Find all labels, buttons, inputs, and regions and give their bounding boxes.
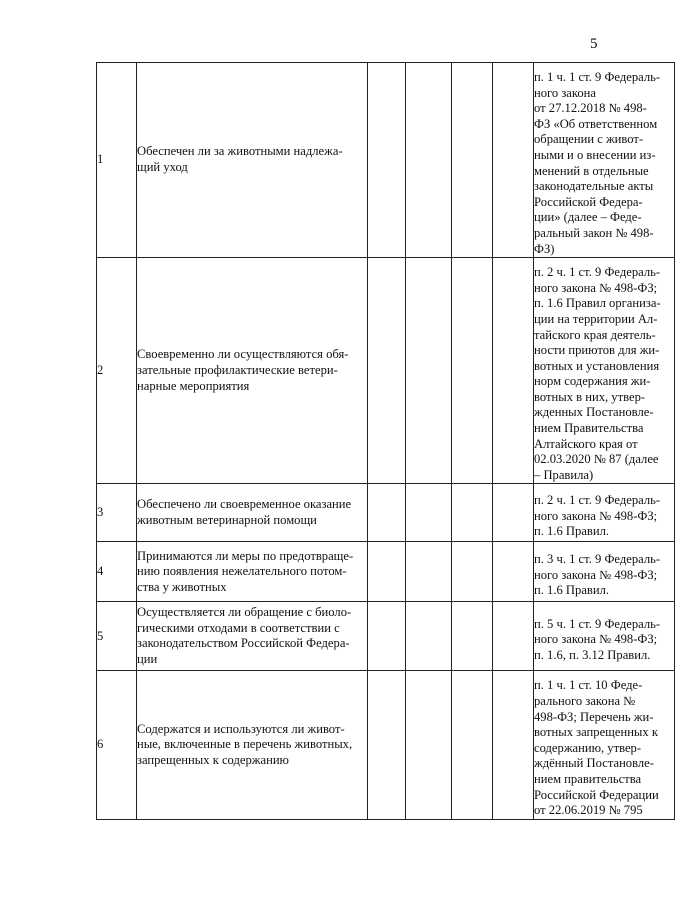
answer-yes-cell[interactable] [368, 258, 406, 484]
note-cell[interactable] [493, 63, 534, 258]
table-row [97, 63, 675, 258]
answer-na-cell[interactable] [452, 63, 493, 258]
answer-no-cell[interactable] [406, 602, 452, 671]
question-cell [137, 542, 368, 602]
reference-cell [534, 484, 675, 542]
reference-cell [534, 542, 675, 602]
answer-na-cell[interactable] [452, 542, 493, 602]
reference-text: п. 2 ч. 1 ст. 9 Федераль- ного закона № 498-ФЗ; п. 1.6 Правил организа- ции на территории Ал- тайского края деятель- ности приютов для жи- вотных и установления норм содержания жи- вотных в них, утвер- жденных Постановле- нием Правительства Алтайского края от 02.03.2020 № 87 (далее – Правила) [534, 265, 661, 482]
question-cell [137, 258, 368, 484]
row-number: 5 [97, 602, 137, 671]
question-text: Принимаются ли меры по предотвраще- нию появления нежелательного потом- ства у животных [137, 548, 354, 594]
answer-yes-cell[interactable] [368, 542, 406, 602]
table-row [97, 602, 675, 671]
row-number: 1 [97, 63, 137, 258]
answer-no-cell[interactable] [406, 484, 452, 542]
note-cell[interactable] [493, 602, 534, 671]
answer-yes-cell[interactable] [368, 671, 406, 819]
note-cell[interactable] [493, 258, 534, 484]
question-text: Осуществляется ли обращение с биоло- гическими отходами в соответствии с законодательством Российской Федера- ции [137, 605, 352, 667]
question-text: Обеспечен ли за животными надлежа- щий уход [137, 144, 343, 175]
answer-no-cell[interactable] [406, 63, 452, 258]
question-text: Содержатся и используются ли живот- ные, включенные в перечень животных, запрещенных к содержанию [137, 721, 353, 767]
question-text: Своевременно ли осуществляются обя- зательные профилактические ветери- нарные мероприятия [137, 347, 349, 393]
reference-text: п. 2 ч. 1 ст. 9 Федераль- ного закона № 498-ФЗ; п. 1.6 Правил. [534, 493, 661, 539]
question-cell [137, 671, 368, 819]
table-row [97, 671, 675, 819]
row-number: 2 [97, 258, 137, 484]
answer-yes-cell[interactable] [368, 484, 406, 542]
answer-na-cell[interactable] [452, 671, 493, 819]
row-number: 4 [97, 542, 137, 602]
row-number: 6 [97, 671, 137, 819]
reference-text: п. 5 ч. 1 ст. 9 Федераль- ного закона № 498-ФЗ; п. 1.6, п. 3.12 Правил. [534, 616, 661, 662]
reference-text: п. 3 ч. 1 ст. 9 Федераль- ного закона № 498-ФЗ; п. 1.6 Правил. [534, 552, 661, 598]
reference-text: п. 1 ч. 1 ст. 9 Федераль- ного закона от 27.12.2018 № 498- ФЗ «Об ответственном обращении с живот- ными и о внесении из- менений в отдельные законодательные акты Российской Федера- ции» (далее – Феде- ральный закон № 498- ФЗ) [534, 70, 661, 256]
question-text: Обеспечено ли своевременное оказание животным ветеринарной помощи [137, 497, 352, 527]
table-row [97, 258, 675, 484]
reference-cell [534, 258, 675, 484]
question-cell [137, 602, 368, 671]
reference-text: п. 1 ч. 1 ст. 10 Феде- рального закона № 498-ФЗ; Перечень жи- вотных запрещенных к содержанию, утвер- ждённый Постановле- нием правительства Российской Федерации от 22.06.2019 № 795 [534, 678, 659, 818]
page-number: 5 [590, 36, 598, 52]
row-number: 3 [97, 484, 137, 542]
question-cell [137, 484, 368, 542]
answer-yes-cell[interactable] [368, 63, 406, 258]
answer-na-cell[interactable] [452, 484, 493, 542]
reference-cell [534, 671, 675, 819]
note-cell[interactable] [493, 542, 534, 602]
note-cell[interactable] [493, 484, 534, 542]
answer-yes-cell[interactable] [368, 602, 406, 671]
note-cell[interactable] [493, 671, 534, 819]
table-row [97, 542, 675, 602]
table-row [97, 484, 675, 542]
answer-no-cell[interactable] [406, 542, 452, 602]
answer-no-cell[interactable] [406, 671, 452, 819]
question-cell [137, 63, 368, 258]
checklist-table [96, 62, 675, 820]
reference-cell [534, 63, 675, 258]
reference-cell [534, 602, 675, 671]
answer-no-cell[interactable] [406, 258, 452, 484]
answer-na-cell[interactable] [452, 602, 493, 671]
answer-na-cell[interactable] [452, 258, 493, 484]
